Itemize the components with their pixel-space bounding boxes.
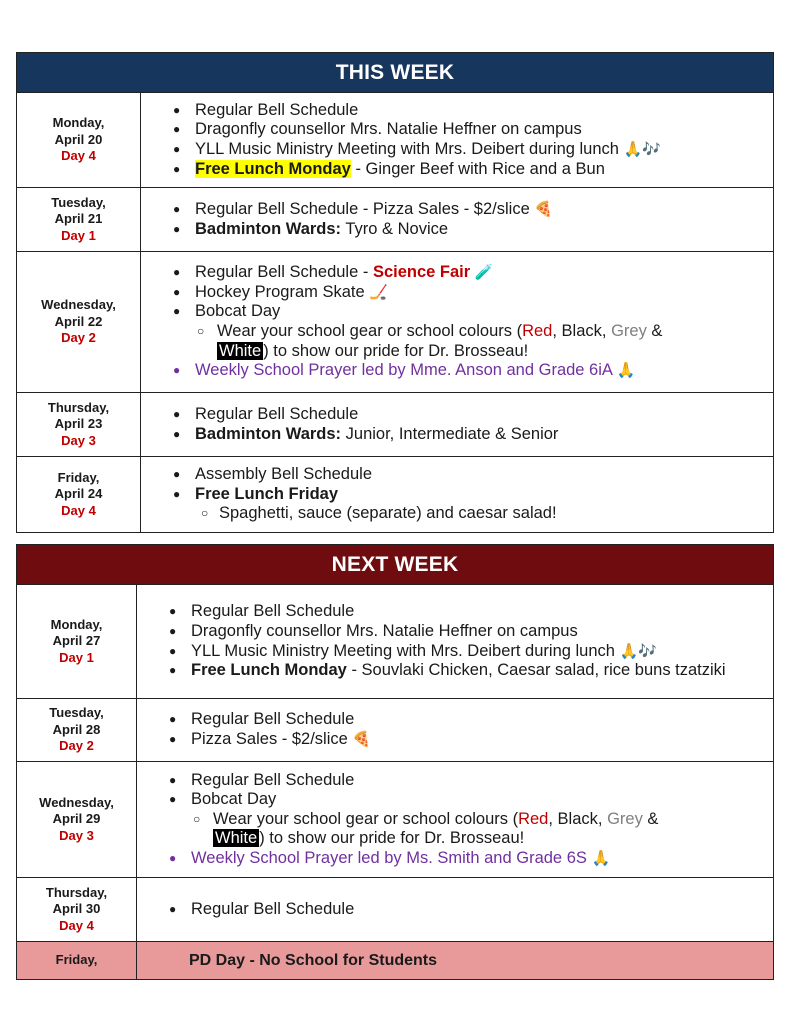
events-cell [141, 188, 774, 252]
day-name: Monday, [50, 616, 103, 632]
day-number: Day 4 [61, 148, 96, 164]
science-fair-label: Science Fair [372, 263, 471, 282]
list-item: ● Regular Bell Schedule [169, 900, 763, 920]
test-tube-icon: 🧪 [474, 264, 494, 282]
day-number: Day 2 [61, 330, 96, 346]
list-item: ● Weekly School Prayer led by Ms. Smith and Grade 6S 🙏 [169, 849, 763, 869]
prayer-icon: 🙏 [591, 849, 611, 867]
day-date: April 20 [54, 131, 103, 147]
table-row [17, 252, 774, 393]
list-item: ○ Wear your school gear or school colours (Red, Black, Grey & White ) to show our pride for Dr. Brosseau! [195, 322, 763, 361]
table-row [17, 942, 774, 980]
events-cell [141, 393, 774, 457]
pd-day-notice: PD Day - No School for Students [189, 951, 438, 969]
prayer-icon: 🙏 [623, 141, 643, 158]
music-icon: 🎶 [638, 642, 657, 660]
day-name: Thursday, [47, 399, 110, 415]
table-row [17, 93, 774, 188]
list-item: ● Pizza Sales - $2/slice 🍕 [169, 730, 763, 750]
list-item: ● Regular Bell Schedule [173, 101, 763, 121]
events-cell [137, 585, 774, 699]
day-name: Wednesday, [39, 794, 114, 810]
list-item: ● YLL Music Ministry Meeting with Mrs. Deibert during lunch 🙏🎶 [173, 140, 763, 160]
list-item: ● Dragonfly counsellor Mrs. Natalie Heffner on campus [169, 622, 763, 642]
day-date: April 29 [52, 811, 101, 827]
day-date: April 28 [52, 721, 101, 737]
day-number: Day 3 [59, 827, 94, 843]
list-item: ● Badminton Wards: Junior, Intermediate & Senior [173, 425, 763, 445]
list-item: ● Free Lunch Monday - Ginger Beef with Rice and a Bun [173, 160, 763, 180]
prayer-icon: 🙏 [619, 642, 639, 660]
table-row [17, 762, 774, 878]
day-cell [17, 457, 141, 533]
day-name: Friday, [57, 469, 100, 485]
list-item: ● Regular Bell Schedule [169, 710, 763, 730]
list-item: ● Bobcat Day ○ Wear your school gear or school colours (Red, Black, Grey & White ) to show our pride for Dr. Brosseau! [173, 302, 763, 361]
day-cell [17, 878, 137, 942]
list-item: ● Free Lunch Monday - Souvlaki Chicken, Caesar salad, rice buns tzatziki [169, 661, 763, 681]
events-cell [141, 457, 774, 533]
list-item: ○ Wear your school gear or school colours (Red, Black, Grey & White ) to show our pride for Dr. Brosseau! [191, 810, 763, 849]
day-cell [17, 585, 137, 699]
day-name: Monday, [52, 115, 105, 131]
list-item: ● Bobcat Day ○ Wear your school gear or school colours (Red, Black, Grey & White ) to show our pride for Dr. Brosseau! [169, 790, 763, 849]
events-cell [141, 252, 774, 393]
list-item: ● Regular Bell Schedule - Science Fair 🧪 [173, 263, 763, 283]
day-cell [17, 252, 141, 393]
list-item: ● Assembly Bell Schedule [173, 465, 763, 485]
this-week-header: THIS WEEK [17, 53, 774, 93]
table-row [17, 878, 774, 942]
day-cell [17, 699, 137, 762]
list-item: ● Regular Bell Schedule [169, 771, 763, 791]
table-row [17, 457, 774, 533]
table-row [17, 699, 774, 762]
day-cell [17, 762, 137, 878]
prayer-icon: 🙏 [616, 362, 636, 380]
hockey-icon: 🏒 [369, 283, 388, 301]
next-week-header: NEXT WEEK [17, 545, 774, 585]
music-icon: 🎶 [642, 141, 661, 158]
day-cell [17, 942, 137, 980]
pizza-icon: 🍕 [534, 200, 554, 218]
day-cell [17, 393, 141, 457]
day-name: Thursday, [45, 884, 108, 900]
pizza-icon: 🍕 [352, 731, 372, 748]
day-date: April 21 [54, 211, 103, 227]
day-name: Tuesday, [51, 194, 106, 210]
free-lunch-label: Free Lunch Monday [191, 661, 347, 680]
day-date: April 22 [54, 313, 103, 329]
day-date: April 24 [54, 486, 103, 502]
list-item: ● Regular Bell Schedule [169, 602, 763, 622]
list-item: ● YLL Music Ministry Meeting with Mrs. Deibert during lunch 🙏🎶 [169, 642, 763, 662]
events-cell [137, 762, 774, 878]
list-item: ● Hockey Program Skate 🏒 [173, 283, 763, 303]
list-item: ● Free Lunch Friday [173, 485, 763, 505]
day-number: Day 1 [59, 649, 94, 665]
day-number: Day 1 [61, 227, 96, 243]
day-number: Day 4 [61, 502, 96, 518]
events-cell [141, 93, 774, 188]
table-row [17, 188, 774, 252]
day-date: April 27 [52, 633, 101, 649]
day-name: Wednesday, [41, 297, 116, 313]
list-item: ● Weekly School Prayer led by Mme. Anson and Grade 6iA 🙏 [173, 361, 763, 381]
this-week-table [16, 52, 774, 533]
day-name: Tuesday, [49, 705, 104, 721]
list-item: ● Badminton Wards: Tyro & Novice [173, 220, 763, 240]
day-number: Day 2 [59, 738, 94, 754]
table-row [17, 393, 774, 457]
day-cell [17, 93, 141, 188]
day-cell [17, 188, 141, 252]
free-lunch-label: Free Lunch Monday [195, 159, 351, 178]
next-week-table [16, 544, 774, 980]
pd-day-cell [137, 942, 774, 980]
events-cell [137, 878, 774, 942]
list-item: ○ Spaghetti, sauce (separate) and caesar salad! [173, 504, 763, 524]
day-date: April 23 [54, 416, 103, 432]
list-item: ● Dragonfly counsellor Mrs. Natalie Heffner on campus [173, 120, 763, 140]
day-number: Day 3 [61, 432, 96, 448]
table-row [17, 585, 774, 699]
day-number: Day 4 [59, 917, 94, 933]
day-name: Friday, [55, 952, 98, 968]
events-cell [137, 699, 774, 762]
day-date: April 30 [52, 901, 101, 917]
list-item: ● Regular Bell Schedule [173, 405, 763, 425]
list-item: ● Regular Bell Schedule - Pizza Sales - $2/slice 🍕 [173, 200, 763, 220]
